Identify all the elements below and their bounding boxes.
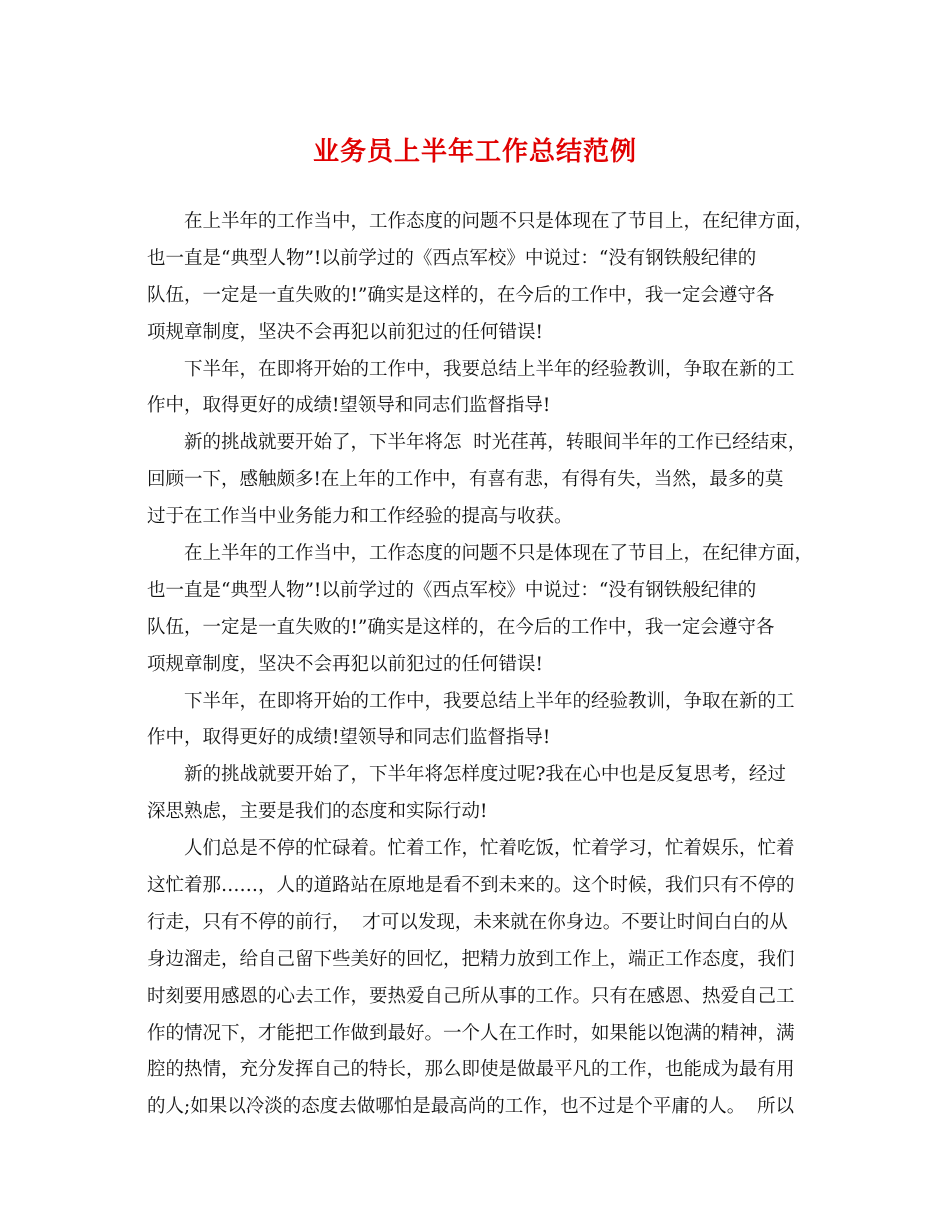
text-line: 也一直是“典型人物”!以前学过的《西点军校》中说过：“没有钢铁般纪律的 [147, 247, 757, 269]
text-line: 人们总是不停的忙碌着。忙着工作，忙着吃饭，忙着学习，忙着娱乐，忙着 [184, 838, 795, 860]
text-line: 下半年，在即将开始的工作中，我要总结上半年的经验教训，争取在新的工 [184, 358, 795, 380]
text-line: 腔的热情，充分发挥自己的特长，那么即使是做最平凡的工作，也能成为最有用 [147, 1059, 795, 1081]
text-line: 行走，只有不停的前行， 才可以发现，未来就在你身边。不要让时间白白的从 [147, 911, 788, 933]
text-line: 作的情况下，才能把工作做到最好。一个人在工作时，如果能以饱满的精神，满 [147, 1022, 795, 1044]
text-line: 项规章制度，坚决不会再犯以前犯过的任何错误! [147, 321, 543, 343]
text-line: 深思熟虑，主要是我们的态度和实际行动! [147, 801, 488, 823]
text-line: 队伍，一定是一直失败的!”确实是这样的，在今后的工作中，我一定会遵守各 [147, 284, 775, 306]
text-line: 也一直是“典型人物”!以前学过的《西点军校》中说过：“没有钢铁般纪律的 [147, 579, 757, 601]
text-line: 作中，取得更好的成绩!望领导和同志们监督指导! [147, 395, 551, 417]
text-line: 回顾一下，感触颇多!在上年的工作中，有喜有悲，有得有失，当然，最多的莫 [147, 469, 784, 491]
text-line: 项规章制度，坚决不会再犯以前犯过的任何错误! [147, 653, 543, 675]
document-body [147, 204, 819, 1126]
text-line: 过于在工作当中业务能力和工作经验的提高与收获。 [147, 506, 573, 528]
document-title: 业务员上半年工作总结范例 [312, 137, 637, 167]
text-line: 在上半年的工作当中，工作态度的问题不只是体现在了节目上，在纪律方面， [184, 543, 814, 565]
text-line: 时刻要用感恩的心去工作，要热爱自己所从事的工作。只有在感恩、热爱自己工 [147, 985, 795, 1007]
text-line: 在上半年的工作当中，工作态度的问题不只是体现在了节目上，在纪律方面， [184, 211, 814, 232]
text-line: 队伍，一定是一直失败的!”确实是这样的，在今后的工作中，我一定会遵守各 [147, 616, 775, 638]
text-line: 身边溜走，给自己留下些美好的回忆，把精力放到工作上，端正工作态度，我们 [147, 948, 795, 970]
text-line: 新的挑战就要开始了，下半年将怎样度过呢?我在心中也是反复思考，经过 [184, 764, 786, 786]
text-line: 这忙着那……，人的道路站在原地是看不到未来的。这个时候，我们只有不停的 [147, 875, 795, 897]
text-line: 的人;如果以冷淡的态度去做哪怕是最高尚的工作，也不过是个平庸的人。 所以 [147, 1096, 794, 1118]
text-line: 新的挑战就要开始了，下半年将怎 时光荏苒，转眼间半年的工作已经结束， [184, 432, 807, 454]
text-line: 下半年，在即将开始的工作中，我要总结上半年的经验教训，争取在新的工 [184, 690, 795, 712]
text-line: 作中，取得更好的成绩!望领导和同志们监督指导! [147, 727, 551, 749]
